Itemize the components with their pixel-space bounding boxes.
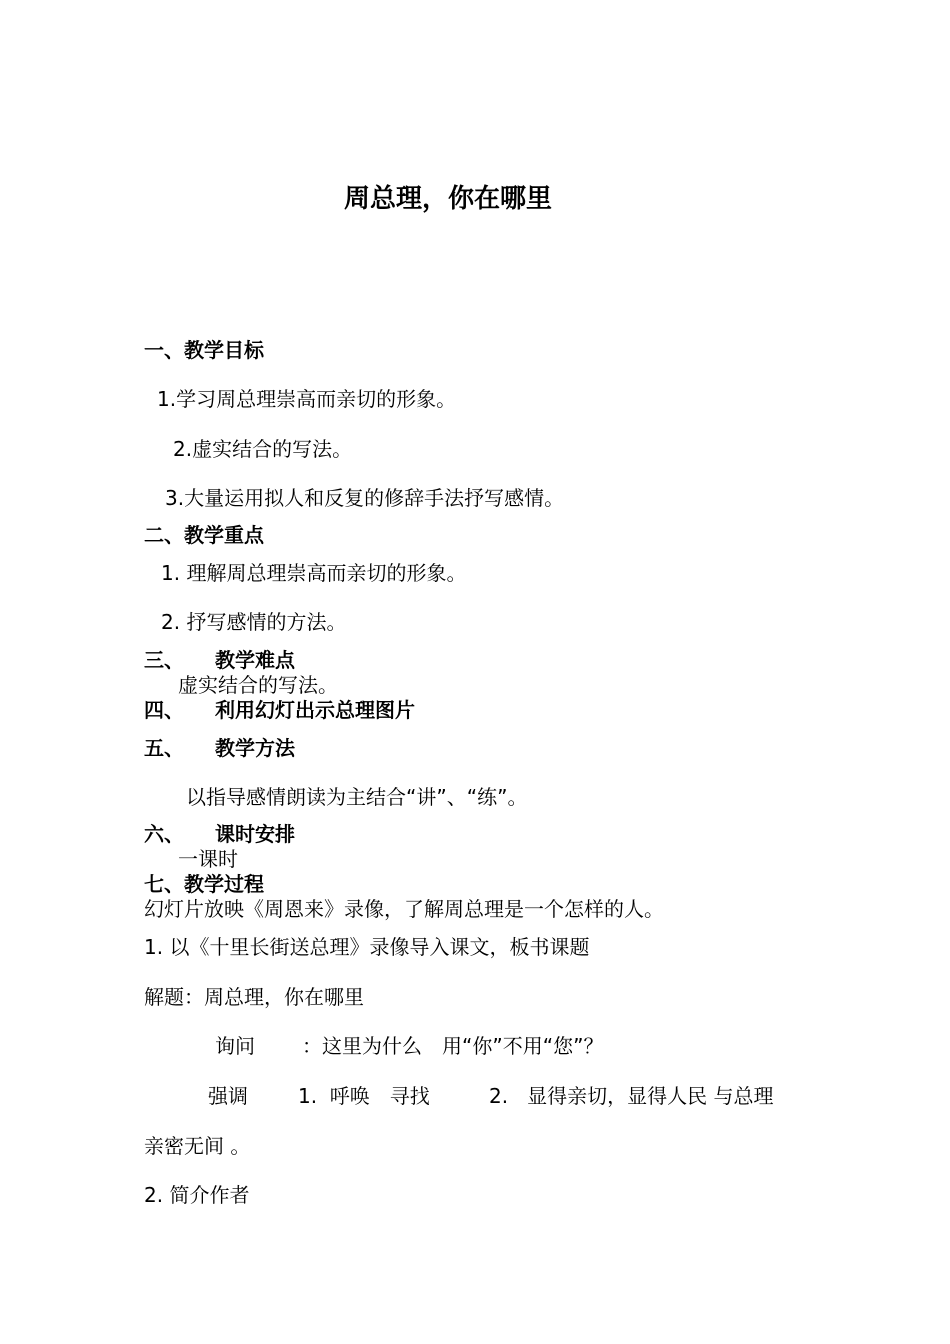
process-intro: 幻灯片放映《周恩来》录像，了解周总理是一个怎样的人。 <box>144 897 664 921</box>
section-6-label: 课时安排 <box>215 822 295 846</box>
document-title: 周总理，你在哪里 <box>344 184 553 214</box>
emphasis-point-1: 1. 呼唤 寻找 <box>298 1084 430 1108</box>
goal-item-2: 2.虚实结合的写法。 <box>173 437 353 461</box>
section-3-number: 三、 <box>144 648 184 672</box>
emphasis-point-2: 2. 显得亲切，显得人民 与总理 <box>489 1084 774 1108</box>
goal-item-1: 1.学习周总理崇高而亲切的形象。 <box>157 387 457 411</box>
section-4-number: 四、 <box>144 698 184 722</box>
process-step-2: 2. 简介作者 <box>144 1183 250 1207</box>
focus-item-1: 1. 理解周总理崇高而亲切的形象。 <box>161 561 467 585</box>
section-6-text: 一课时 <box>178 847 238 871</box>
emphasis-continuation: 亲密无间 。 <box>144 1134 251 1158</box>
process-step-1: 1. 以《十里长街送总理》录像导入课文，板书课题 <box>144 935 590 959</box>
focus-item-2: 2. 抒写感情的方法。 <box>161 610 347 634</box>
title-explanation: 解题：周总理，你在哪里 <box>144 985 364 1009</box>
emphasis-label: 强调 <box>208 1084 248 1108</box>
section-2-heading: 二、教学重点 <box>144 523 264 547</box>
section-7-heading: 七、教学过程 <box>144 872 264 896</box>
goal-item-3: 3.大量运用拟人和反复的修辞手法抒写感情。 <box>165 486 565 510</box>
question-text: ：这里为什么 用“你”不用“您”？ <box>302 1034 604 1058</box>
section-5-label: 教学方法 <box>215 736 295 760</box>
section-1-heading: 一、教学目标 <box>144 338 264 362</box>
section-3-text: 虚实结合的写法。 <box>178 673 338 697</box>
section-3-label: 教学难点 <box>215 648 295 672</box>
section-6-number: 六、 <box>144 822 184 846</box>
section-5-text: 以指导感情朗读为主结合“讲”、“练”。 <box>186 785 528 809</box>
section-4-label: 利用幻灯出示总理图片 <box>215 698 415 722</box>
section-5-number: 五、 <box>144 736 184 760</box>
question-label: 询问 <box>215 1034 255 1058</box>
